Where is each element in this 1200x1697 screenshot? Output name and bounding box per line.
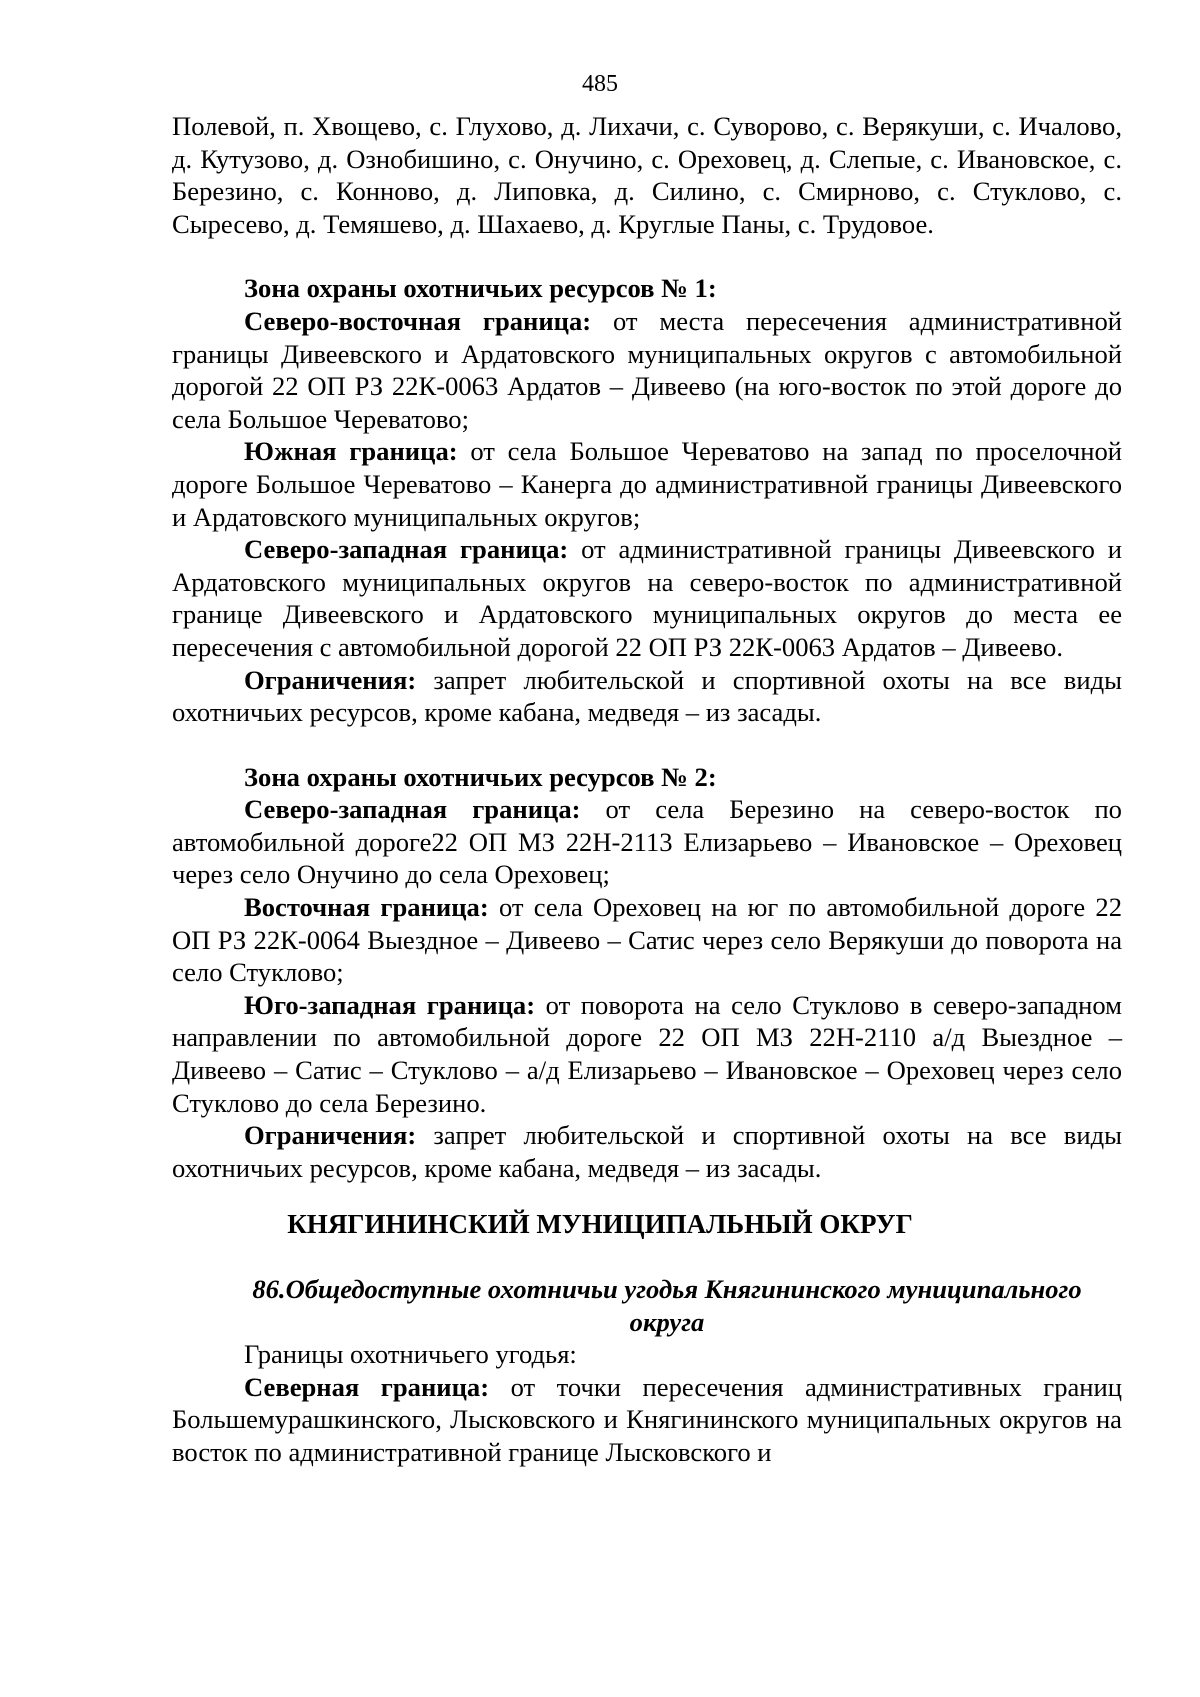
zone1-north-east-boundary: Северо-восточная граница: от места пересечения административной границы Дивеевского и Ардатовского муниципальных округов с автомобильной дорогой 22 ОП РЗ 22К-0063 Ардатов – Дивеево (на юго-восток по этой дороге до села Большое Череватово;	[172, 305, 1122, 434]
zone1-south-boundary: Южная граница: от села Большое Череватово на запад по проселочной дороге Большое Череватово – Канерга до административной границы Дивеевского и Ардатовского муниципальных округов;	[172, 436, 1122, 532]
intro-paragraph: Полевой, п. Хвощево, с. Глухово, д. Лихачи, с. Суворово, с. Верякуши, с. Ичалово, д. Кутузово, д. Ознобишино, с. Онучино, с. Ореховец, д. Слепые, с. Ивановское, с. Березино, с. Конново, д. Липовка, д. Силино, с. Смирново, с. Стуклово, с. Сыресево, д. Темяшево, д. Шахаево, д. Круглые Паны, с. Трудовое.	[172, 111, 1122, 239]
zone2-north-west-boundary: Северо-западная граница: от села Березино на северо-восток по автомобильной дороге22 ОП МЗ 22Н-2113 Елизарьево – Ивановское – Ореховец через село Онучино до села Ореховец;	[172, 794, 1122, 890]
zone2-south-west-boundary: Юго-западная граница: от поворота на село Стуклово в северо-западном направлении по автомобильной дороге 22 ОП МЗ 22Н-2110 а/д Выездное – Дивеево – Сатис – Стуклово – а/д Елизарьево – Ивановское – Ореховец через село Стуклово до села Березино.	[172, 989, 1122, 1118]
zone2-east-boundary: Восточная граница: от села Ореховец на юг по автомобильной дороге 22 ОП РЗ 22К-0064 Выездное – Дивеево – Сатис через село Верякуши до поворота на село Стуклово;	[172, 892, 1122, 988]
zone1-restrictions: Ограничения: запрет любительской и спортивной охоты на все виды охотничьих ресурсов, кроме кабана, медведя – из засады.	[172, 664, 1122, 728]
page-number: 485	[582, 71, 618, 97]
document-body	[172, 110, 1122, 1469]
zone1-title: Зона охраны охотничьих ресурсов № 1:	[244, 273, 717, 304]
zone2-restrictions: Ограничения: запрет любительской и спортивной охоты на все виды охотничьих ресурсов, кроме кабана, медведя – из засады.	[172, 1120, 1122, 1183]
zone1-north-west-boundary: Северо-западная граница: от административной границы Дивеевского и Ардатовского муниципальных округов на северо-восток по административной границе Дивеевского и Ардатовского муниципальных округов до места ее пересечения с автомобильной дорогой 22 ОП РЗ 22К-0063 Ардатов – Дивеево.	[172, 534, 1122, 662]
district-title: КНЯГИНИНСКИЙ МУНИЦИПАЛЬНЫЙ ОКРУГ	[287, 1209, 913, 1240]
zone2-title: Зона охраны охотничьих ресурсов № 2:	[244, 761, 717, 792]
section86-north-boundary: Северная граница: от точки пересечения административных границ Большемурашкинского, Лысковского и Княгининского муниципальных округов на восток по административной границе Лысковского и	[172, 1371, 1122, 1467]
boundaries-intro: Границы охотничьего угодья:	[244, 1339, 577, 1370]
section-86-title: 86.Общедоступные охотничьи угодья Княгининского муниципального округа	[252, 1274, 1082, 1337]
